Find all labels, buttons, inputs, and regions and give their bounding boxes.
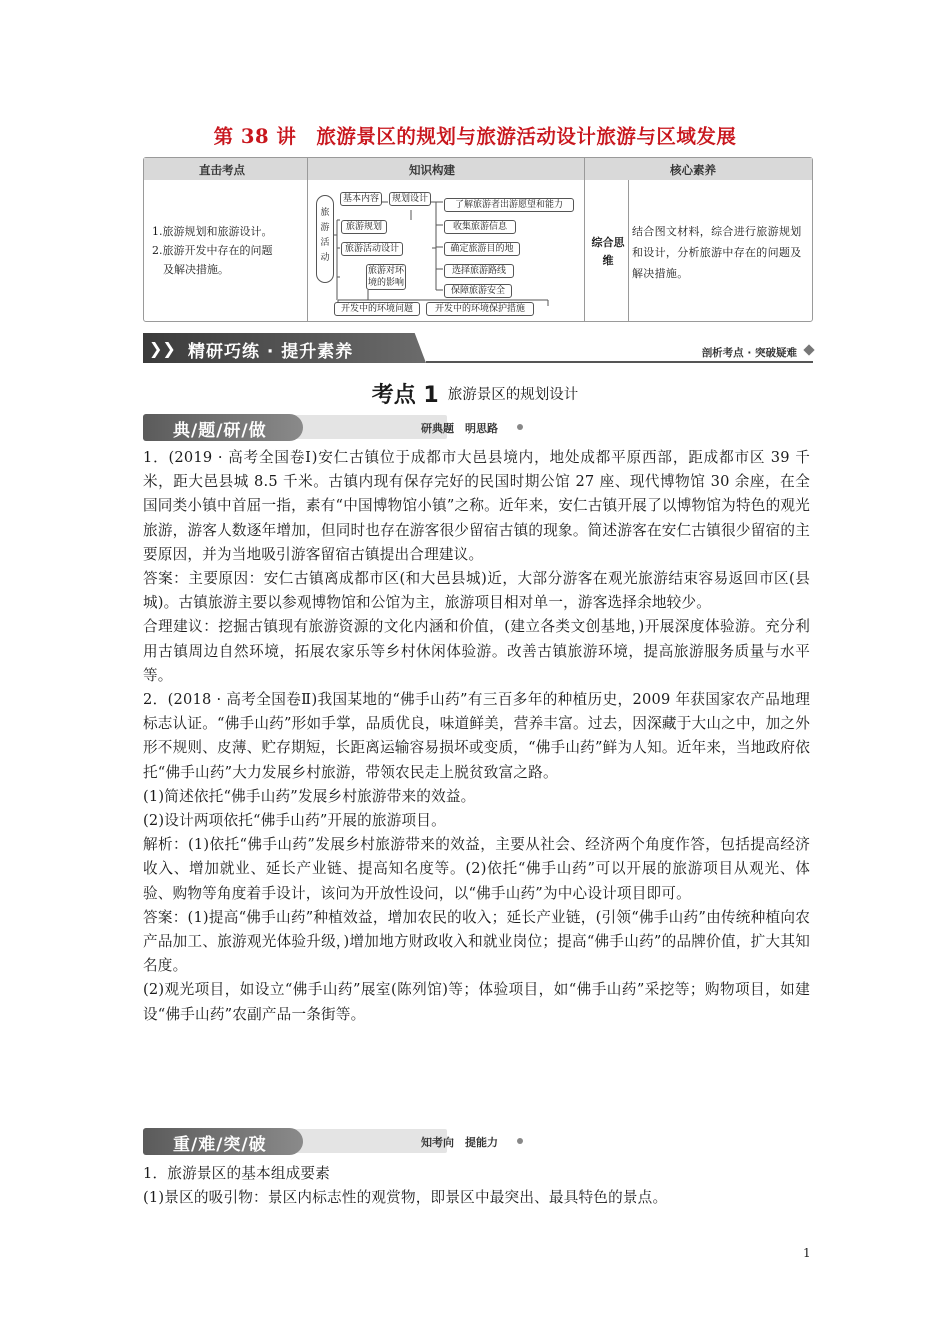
section-header	[143, 414, 523, 441]
chevron-right-icon: ❯❯	[149, 339, 176, 358]
dot-icon	[517, 424, 523, 430]
diagram-node: 保障旅游安全	[444, 284, 512, 298]
overview-header	[144, 158, 812, 180]
header-knowledge: 知识构建	[409, 163, 455, 177]
paragraph: 解析：(1)依托“佛手山药”发展乡村旅游带来的效益，主要从社会、经济两个角度作答，包括提高经济收入、增加就业、延长产业链、提高知名度等。(2)依托“佛手山药”可以开展的旅游项目从观光、体验、购物等角度着手设计，该问为开放性设问，以“佛手山药”为中心设计项目即可。	[143, 836, 810, 902]
overview-table	[143, 157, 813, 322]
diamond-icon	[803, 344, 814, 355]
diagram-node: 收集旅游信息	[444, 220, 516, 234]
kaodian-name: 旅游景区的规划设计	[447, 387, 579, 403]
page-title: 第 38 讲 旅游景区的规划与旅游活动设计旅游与区域发展	[213, 125, 737, 148]
diagram-node: 开发中的环境问题	[334, 302, 420, 316]
section-title: 重/难/突/破	[173, 1135, 267, 1155]
header-points: 直击考点	[199, 163, 245, 177]
banner-title: 精研巧练 · 提升素养	[188, 342, 354, 362]
diagram-node: 旅游对环境的影响	[367, 266, 404, 288]
paragraph: (2)设计两项依托“佛手山药”开展的旅游项目。	[143, 812, 446, 830]
paragraph: 1．旅游景区的基本组成要素	[143, 1165, 331, 1182]
diagram-node: 了解旅游者出游愿望和能力	[444, 198, 574, 212]
exam-point: 2.旅游开发中存在的问题	[152, 244, 273, 257]
section-banner	[143, 333, 813, 365]
kaodian-label: 考点 1	[371, 383, 439, 408]
diagram-node: 选择旅游路线	[444, 264, 514, 278]
section-subtitle: 知考向 提能力	[421, 1136, 498, 1149]
dot-icon	[517, 1138, 523, 1144]
paragraph: (1)简述依托“佛手山药”发展乡村旅游带来的效益。	[143, 787, 476, 805]
exam-point: 1.旅游规划和旅游设计。	[152, 225, 273, 238]
paragraph: 答案：主要原因：安仁古镇离成都市区(和大邑县城)近，大部分游客在观光旅游结束容易返回市区(县城)。古镇旅游主要以参观博物馆和公馆为主，旅游项目相对单一，游客选择余地较少。	[143, 570, 810, 612]
header-literacy: 核心素养	[670, 163, 716, 177]
exam-point: 及解决措施。	[163, 263, 229, 276]
divider	[628, 180, 629, 321]
section-subtitle: 研典题 明思路	[421, 422, 498, 435]
paragraph: 合理建议：挖掘古镇现有旅游资源的文化内涵和价值，(建立各类文创基地，)开展深度体验游。充分利用古镇周边自然环境，拓展农家乐等乡村休闲体验游。改善古镇旅游环境，提高旅游服务质量与水平等。	[143, 618, 810, 684]
banner-line	[426, 361, 813, 363]
literacy-description: 结合图文材料，综合进行旅游规划和设计，分析旅游中存在的问题及解决措施。	[632, 225, 802, 280]
diagram-node: 确定旅游目的地	[444, 242, 520, 256]
paragraph: (2)观光项目，如设立“佛手山药”展室(陈列馆)等；体验项目，如“佛手山药”采挖等；购物项目，如建设“佛手山药”农副产品一条街等。	[143, 981, 810, 1023]
kaodian-heading	[0, 378, 950, 409]
diagram-node: 基本内容	[340, 192, 382, 206]
page-number: 1	[803, 1246, 811, 1260]
diagram-node: 规划设计	[389, 192, 431, 206]
main-text-2	[143, 1162, 810, 1210]
main-text	[143, 446, 810, 1027]
literacy-label: 综合思维	[591, 236, 625, 267]
paragraph: 1．(2019 · 高考全国卷Ⅰ)安仁古镇位于成都市大邑县境内，地处成都平原西部，距成都市区 39 千米，距大邑县城 8.5 千米。古镇内现有保存完好的民国时期公馆 27 座、现代博物馆 30 余座，在全国同类小镇中首屈一指，素有“中国博物馆小镇”之称。近年来，安仁古镇开展了以博物馆为特色的观光旅游，游客人数逐年增加，但同时也存在游客很少留宿古镇的现象。简述游客在安仁古镇很少留宿的主要原因，并为当地吸引游客留宿古镇提出合理建议。	[143, 449, 810, 563]
section-title: 典/题/研/做	[173, 421, 267, 441]
diagram-center: 旅游活动	[316, 195, 334, 283]
paragraph: (1)景区的吸引物：景区内标志性的观赏物，即景区中最突出、最具特色的景点。	[143, 1189, 668, 1207]
section-header	[143, 1128, 523, 1155]
paragraph: 2．(2018 · 高考全国卷Ⅱ)我国某地的“佛手山药”有三百多年的种植历史，2009 年获国家农产品地理标志认证。“佛手山药”形如手掌，品质优良，味道鲜美，营养丰富。过去，因深藏于大山之中，加之外形不规则、皮薄、贮存期短，长距离运输容易损坏或变质，“佛手山药”鲜为人知。近年来，当地政府依托“佛手山药”大力发展乡村旅游，带领农民走上脱贫致富之路。	[143, 691, 810, 781]
divider	[584, 158, 585, 321]
paragraph: 答案：(1)提高“佛手山药”种植效益，增加农民的收入；延长产业链，(引领“佛手山药”由传统种植向农产品加工、旅游观光体验升级，)增加地方财政收入和就业岗位；提高“佛手山药”的品牌价值，扩大其知名度。	[143, 908, 810, 975]
diagram-node: 旅游活动设计	[341, 242, 403, 256]
exam-points	[152, 222, 302, 279]
diagram-node: 开发中的环境保护措施	[426, 302, 534, 316]
diagram-node: 旅游规划	[341, 220, 387, 234]
section-title-bg	[143, 414, 303, 441]
section-title-bg	[143, 1128, 303, 1155]
banner-subtitle: 剖析考点 · 突破疑难	[701, 347, 797, 359]
